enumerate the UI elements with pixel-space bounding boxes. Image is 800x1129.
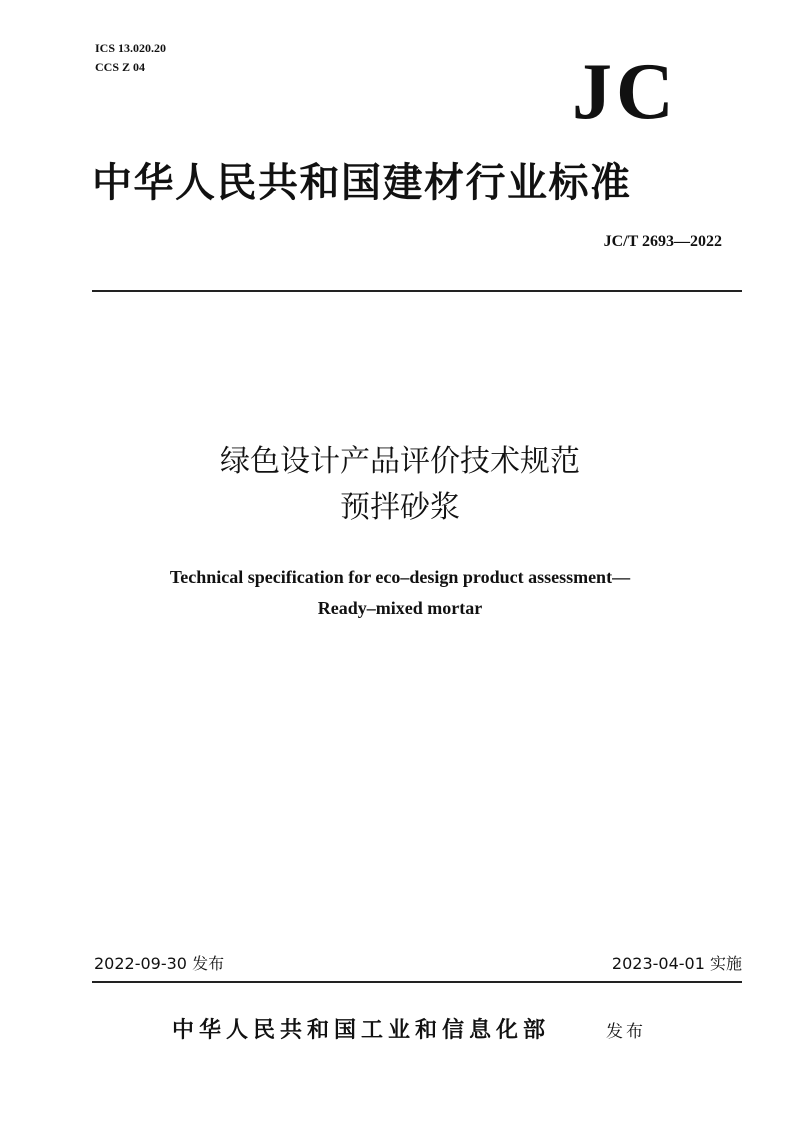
top-divider	[92, 290, 742, 292]
standard-number: JC/T 2693—2022	[603, 233, 722, 250]
en-title-line-1: Technical specification for eco–design product assessment—	[169, 567, 631, 587]
cn-title-line-2: 预拌砂浆	[340, 490, 460, 525]
publish-label: 发布	[606, 1022, 646, 1042]
issue-date: 2022-09-30 发布	[94, 954, 225, 973]
standard-category-title: 中华人民共和国建材行业标准	[92, 160, 632, 206]
bottom-divider	[92, 981, 742, 983]
ics-code: ICS 13.020.20	[95, 41, 167, 55]
jc-logo: JC	[572, 48, 678, 136]
publisher-name: 中华人民共和国工业和信息化部	[172, 1018, 551, 1043]
ccs-code: CCS Z 04	[95, 60, 146, 74]
implementation-date: 2023-04-01 实施	[611, 954, 742, 973]
cn-title-line-1: 绿色设计产品评价技术规范	[220, 444, 580, 479]
en-title-line-2: Ready–mixed mortar	[317, 598, 483, 618]
